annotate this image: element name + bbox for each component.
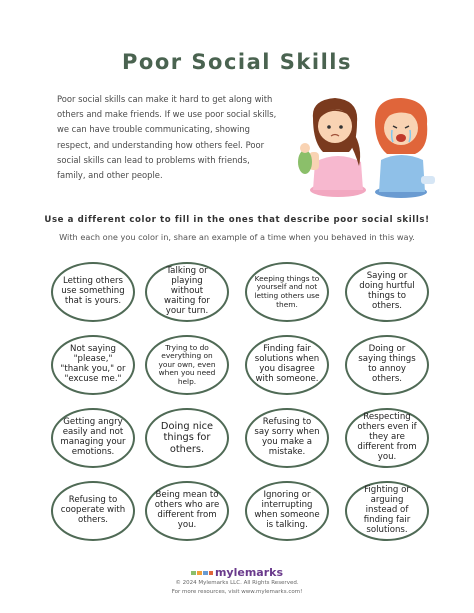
statement-oval[interactable] [245,481,329,541]
statement-text: Finding fair solutions when you disagree with someone. [254,344,320,384]
statement-text: Keeping things to yourself and not letting others use them. [254,273,320,309]
statement-oval[interactable] [345,408,429,468]
logo-text: mylemarks [214,566,284,579]
statement-text: Talking or playing without waiting for your turn. [164,266,210,316]
statement-oval[interactable] [145,262,229,322]
statement-text: Doing or saying things to annoy others. [358,344,416,384]
statement-text: Refusing to say sorry when you make a mistake. [254,417,320,457]
statement-text: Doing nice things for others. [160,421,214,455]
statement-oval[interactable] [51,481,135,541]
statement-oval[interactable] [145,481,229,541]
statement-text: Ignoring or interrupting when someone is talking. [254,490,320,530]
instruction-heading: Use a different color to fill in the ones that describe poor social skills! [44,215,430,225]
statement-text: Fighting or arguing instead of finding fair solutions. [363,485,411,535]
statement-oval[interactable] [245,408,329,468]
statement-text: Respecting others even if they are different from you. [357,412,417,462]
statement-oval[interactable] [51,335,135,395]
statement-oval[interactable] [51,408,135,468]
logo-mark-icon [191,570,213,576]
intro-paragraph: Poor social skills can make it hard to get along with others and make friends. If we use poor social skills, we can have trouble communicating, showing respect, and understanding how others feel. Poor social skills can lead to problems with friends, family, and other people. [57,94,277,181]
statement-oval[interactable] [345,262,429,322]
statement-text: Saying or doing hurtful things to others. [359,271,415,311]
instruction-subtext: With each one you color in, share an example of a time when you behaved in this way. [59,232,415,242]
statement-oval[interactable] [245,335,329,395]
children-illustration [283,92,443,202]
statement-text: Letting others use something that is yours. [61,276,125,306]
statement-text: Being mean to others who are different from you. [154,490,220,530]
statement-oval[interactable] [145,335,229,395]
copyright-text: © 2024 Mylemarks LLC. All Rights Reserved. [175,580,299,586]
statement-text: Not saying "please," "thank you," or "excuse me." [60,344,126,384]
page-title: Poor Social Skills [122,50,352,74]
statement-text: Refusing to cooperate with others. [60,495,126,525]
statement-text: Getting angry easily and not managing your emotions. [60,417,126,457]
website-link[interactable]: For more resources, visit www.mylemarks.com! [171,589,303,595]
statement-oval[interactable] [245,262,329,322]
statement-oval[interactable] [345,481,429,541]
statement-text: Trying to do everything on your own, even when you need help. [158,342,216,386]
statement-oval[interactable] [51,262,135,322]
statement-oval[interactable] [345,335,429,395]
brand-logo [0,566,474,579]
statement-oval[interactable] [145,408,229,468]
